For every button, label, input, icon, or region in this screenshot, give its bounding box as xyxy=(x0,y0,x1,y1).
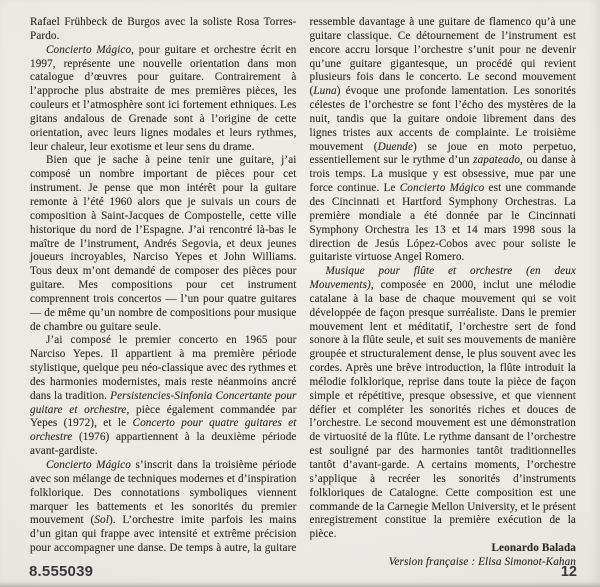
paragraph-guitar-interest: Bien que je sache à peine tenir une guitare, j’ai composé un nombre important de pièces pour cet instrument. Je pense que mon intérêt pour la guitare remonte à l’été 1960 alors que je suivais un cours de composition à Saint-Jacques de Compostelle, cette ville historique du nord de l’Espagne. J’ai rencontré là-bas le maître de l’instrument, Andrés Segovia, et deux jeunes joueurs incroyables, Narciso Yepes et John Williams. Tous deux m’ont demandé de composer des pièces pour guitare. Mes compositions pour cet instrument comprennent trois concertos — l’un pour quatre guitares — de même qu’un nombre de compositions pour musique de chambre ou guitare seule. xyxy=(30,154,297,333)
page-footer xyxy=(29,563,577,580)
credit-author: Leonardo Balada xyxy=(491,542,576,555)
paragraph-musique-flute: Musique pour flûte et orchestre (en deux Mouvements), composée en 2000, inclut une mélodie catalane à la base de chaque mouvement qui se voit développée de façon presque surréaliste. Dans le premier mouvement lent et méditatif, l’orchestre sert de fond sonore à la flûte seule, et suit ses mouvements de manière groupée et structuralement dense, le plus souvent avec les cordes. Après une brève introduction, la flûte introduit la mélodie folklorique, reprise dans toute la pièce de façon simple et répétitive, presque obsessive, et que viennent défier et compléter les sonorités riches et douces de l’orchestre. Le second mouvement est une démonstration de virtuosité de la flûte. Le rythme dansant de l’orchestre est souligné par des harmonies tantôt traditionnelles tantôt d’avant-garde. A certains moments, l’orchestre s’applique à recréer les sonorités d’instruments folkloriques de Catalogne. Cette composition est une commande de la Carnegie Mellon University, et le présent enregistrement constitue la première exécution de la pièce. xyxy=(309,265,576,541)
page-number: 12 xyxy=(560,564,577,580)
paragraph-continuation-performers: Rafael Frühbeck de Burgos avec la soliste Rosa Torres-Pardo. xyxy=(30,16,297,42)
paragraph-movements-continuation: ressemble davantage à une guitare de flamenco qu’à une guitare classique. Ce détournement de l’instrument est encore accru lorsque l’orchestre s’unit pour ne devenir qu’une guitare gigantesque, un procédé qui revient plusieurs fois dans le concerto. Le second mouvement (Luna) évoque une profonde lamentation. Les sonorités célestes de l’orchestre se font l’écho des mystères de la nuit, tandis que la guitare ondoie librement dans des lignes tristes aux accents de complainte. Le troisième mouvement (Duende) se joue en moto perpetuo, essentiellement sur le rythme d’un zapateado, ou danse à trois temps. La musique y est obsessive, mue par une force continue. Le Concierto Mágico est une commande des Cincinnati et Hartford Symphony Orchestras. La première mondiale a été donnée par le Cincinnati Symphony Orchestra les 13 et 14 mars 1998 sous la direction de Jesús López-Cobos avec pour soliste le guitariste virtuose Angel Romero. xyxy=(309,16,576,264)
text-column-right xyxy=(310,16,577,570)
credit-translator: Version française : Elisa Simonot-Kahan xyxy=(388,555,576,568)
paragraph-third-period: Concierto Mágico s’inscrit dans la troisième période avec son mélange de techniques modernes et d’inspiration folklorique. Des connotations symboliques viennent marquer les battements et les sonorités du premier mouvement (Sol). L’orchestre imite parfois les mains d’un gitan qui frappe avec intensité et extrême précision pour accompagner une danse. De temps à autre, la guitare xyxy=(30,459,297,555)
paragraph-concierto-magico-intro: Concierto Mágico, pour guitare et orchestre écrit en 1997, représente une nouvelle orientation dans mon catalogue d’œuvres pour guitare. Contrairement à l’approche plus abstraite de mes premières pièces, les couleurs et l’atmosphère sont ici fortement ethniques. Les gitans andalous de Grenade sont à l’origine de cette orientation, avec leurs lignes modales et leurs rythmes, leur chaleur, leur exotisme et leur sens du drame. xyxy=(30,43,297,153)
catalog-number: 8.555039 xyxy=(29,563,94,580)
paragraph-first-concerto: J’ai composé le premier concerto en 1965 pour Narciso Yepes. Il appartient à ma première période stylistique, quelque peu néo-classique avec des rythmes et des harmonies modernistes, mais reste néanmoins ancré dans la tradition. Persistencies-Sinfonia Concertante pour guitare et orchestre, pièce également commandée par Yepes (1972), et le Concerto pour quatre guitares et orchestre (1976) appartiennent à la deuxième période avant-gardiste. xyxy=(30,334,297,458)
text-column-left xyxy=(30,16,297,570)
